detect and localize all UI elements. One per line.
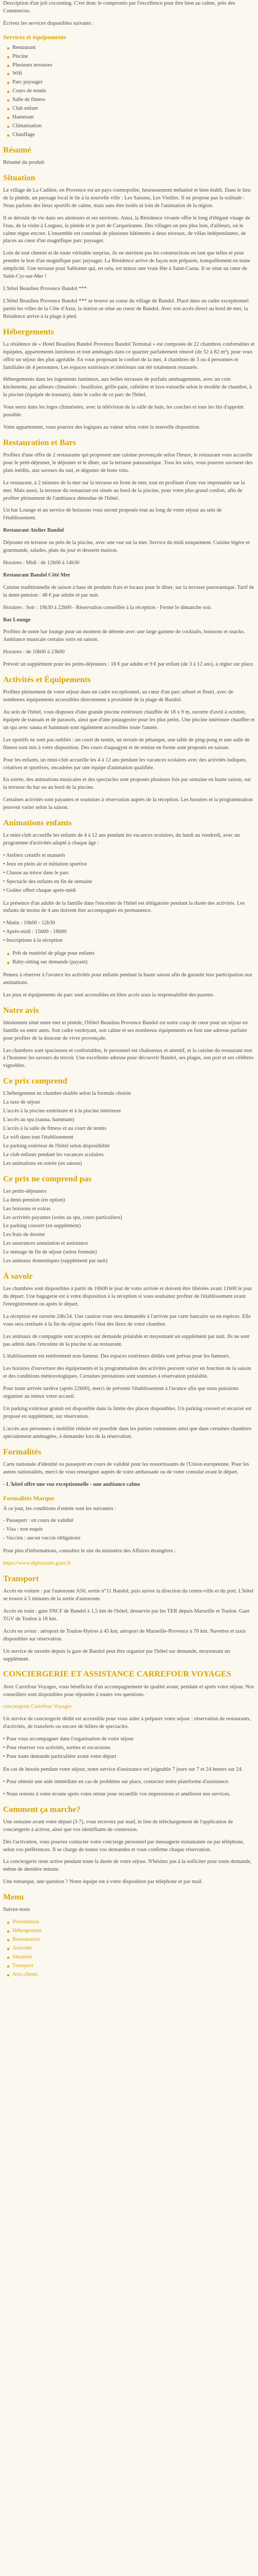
cgv-para: • Nous restons à votre écoute après votre retour pour recueillir vos impressions et améliorer nos services.	[3, 1791, 231, 1797]
list-item: Le wifi dans tout l'établissement	[3, 1134, 74, 1140]
contact-line: - L'hôtel offre une vue exceptionnelle - une ambiance calme	[3, 1481, 140, 1487]
list-item: La demi-pension (en option)	[3, 1197, 65, 1203]
list-item: • Goûter offert chaque après-midi	[3, 887, 76, 893]
list-item: • Spectacle des enfants en fin de semaine	[3, 878, 92, 885]
list-item: L'accès à la salle de fitness et au court de tennis	[3, 1126, 107, 1132]
inclus-list	[3, 1090, 255, 1167]
notre-avis-title: Notre avis	[3, 1006, 39, 1015]
conciergerie-link[interactable]: conciergerie Carrefour Voyages	[3, 1704, 72, 1710]
anim-para-2: Pensez à réserver à l'avance les activités pour enfants pendant la haute saison afin de garantir leur participation aux animations.	[3, 972, 252, 986]
rest-item-hours: Horaires : Midi : de 12h00 à 14h30	[3, 560, 79, 566]
list-item: • Pour réserver vos activités, sorties et excursions	[3, 1745, 110, 1751]
a-savoir-title: À savoir	[3, 1272, 33, 1281]
resume-title: Résumé	[3, 145, 31, 155]
menu-link[interactable]: Activités	[12, 1945, 32, 1951]
transport-note: Un service de navette depuis la gare de Bandol peut être organisé par l'hôtel sur demande, moyennant un supplément.	[3, 1648, 230, 1662]
rest-para: Profitez d'une offre de 2 restaurants qui proposent une cuisine provençale selon l'heure, le restaurant vous accueille pour le petit-déjeuner, le déjeuner et le dîner, sur la terrasse panoramique. Tous les soirs, vous pourrez savourer des plats inédits, aux saveurs du sud, et déguster de bons vins.	[3, 452, 253, 473]
list-item: Parc paysager	[12, 79, 255, 87]
rest-item-title: Restaurant Bandol Côté Mer	[3, 572, 71, 578]
activites-title: Activités et Équipements	[3, 675, 91, 685]
list-item: Club enfant	[12, 105, 255, 113]
heb-para: Votre appartement, vous pourrez des logiques au valeur selon votre la nouvelle disposition.	[3, 424, 201, 430]
list-item: • Matin : 10h00 - 12h30	[3, 920, 55, 926]
list-item: L'accès au spa (sauna, hammam)	[3, 1117, 75, 1123]
list-item: - Passeport : en cours de validité	[3, 1518, 74, 1524]
list-item: Le club enfants pendant les vacances scolaires	[3, 1151, 104, 1158]
anim-list-3	[3, 950, 255, 967]
activites-para: Les sportifs ne sont pas oubliés : un court de tennis, un terrain de pétanque, une table de ping-pong et une salle de fitness sont mis à votre disposition. Des cours d'aquagym et de remise en forme sont proposés en saison.	[3, 737, 250, 751]
list-item: • Chasse au trésor dans le parc	[3, 870, 69, 876]
fiche-list	[3, 1517, 255, 1543]
rest-para: Le restaurant, à 2 minutes de la mer sur la terrasse en front de mer, tout en profitant d'une vue imprenable sur la mer. Mais aussi, la terrasse du restaurant est située au bord de la piscine, pour votre plus grand confort, afin de profiter pleinement de l'ambiance détendue de l'hôtel.	[3, 480, 245, 501]
transport-para: Accès en avion : aéroport de Toulon-Hyères à 45 km, aéroport de Marseille-Provence à 70 km. Navettes et taxis disponibles sur réservation.	[3, 1628, 246, 1642]
list-item: Les assurances annulation et assistance	[3, 1241, 88, 1247]
cgv-intro: Avec Carrefour Voyages, vous bénéficiez d'un accompagnement de qualité avant, pendant et après votre séjour. Nos conseillers sont disponibles pour répondre à toutes vos questions.	[3, 1684, 254, 1698]
cgv-para: • Pour obtenir une aide immédiate en cas de problème sur place, contactez notre plateforme d'assistance.	[3, 1778, 230, 1785]
menu-item[interactable]	[12, 1954, 255, 1961]
intro-1: Description d'un joli cocooning. C'est donc le compromis par l'excellence pour être bien au calme, près des Commerces.	[3, 1, 235, 14]
a-savoir-para: Les horaires d'ouverture des équipements et la programmation des activités peuvent varier en fonction de la saison et des conditions météorologiques. Certaines prestations sont soumises à réservation préalable.	[3, 1366, 251, 1380]
heb-para: La résidence de « Hotel Beaulieu Bandol Provence Bandol Terminal » est composée de 22 chambres confortables et équipées, appartements lumineux et tout aménagés dans ce quartier parfaitement rénové (de 52 à 82 m²), pour vous offrir un séjour des plus agréable. En vous proposant le confort de la mer, 4 chambres de 3 ou 4 personnes et familiales de 4 personnes. Les espaces extérieurs et intérieurs ont été totalement restaurés.	[3, 341, 255, 370]
comment-para: La conciergerie reste active pendant toute la durée de votre séjour. N'hésitez pas à la solliciter pour toute demande, même de dernière minute.	[3, 1859, 252, 1873]
list-item: Salle de fitness	[12, 96, 255, 104]
services-list	[3, 44, 255, 139]
services-title: Services et équipements	[3, 33, 66, 41]
conciergerie-title: CONCIERGERIE ET ASSISTANCE CARREFOUR VOYAGES	[3, 1670, 231, 1679]
menu-item[interactable]	[12, 1971, 255, 1979]
menu-list	[3, 1919, 255, 1978]
cgv-para: Un service de conciergerie dédié est accessible pour vous aider à préparer votre séjour : réservation de restaurants, d'activités, de transferts ou encore de billets de spectacles.	[3, 1716, 251, 1730]
transport-para: Accès en train : gare SNCF de Bandol à 1,5 km de l'hôtel, desservie par les TER depuis Marseille et Toulon. Gare TGV de Toulon à 18 km.	[3, 1608, 250, 1622]
list-item: Plusieurs terrasses	[12, 62, 255, 70]
menu-link[interactable]: Situation	[12, 1954, 32, 1960]
transport-para: Accès en voiture : par l'autoroute A50, sortie n°11 Bandol, puis suivre la direction du centre-ville et du port. L'hôtel se trouve à 5 minutes de la sortie d'autoroute.	[3, 1588, 254, 1602]
list-item: Les animations en soirée (en saison)	[3, 1160, 82, 1166]
list-item: Les activités payantes (soins au spa, cours particuliers)	[3, 1214, 122, 1221]
comment-para: Une remarque, une question ? Notre équipe est à votre disposition par téléphone et par mail.	[3, 1879, 203, 1885]
rest-item-text: Cuisine traditionnelle de saison à base de produits frais et locaux pour le dîner, sur la terrasse panoramique. Tarif de la demi-pension : 48 € par adulte et par nuit.	[3, 584, 254, 598]
list-item: • Inscriptions à la réception	[3, 938, 63, 944]
situation-para: Le village de La Cadière, en Provence est un pays cosmopolite, heureusement mélanisé et bien établi. Dans le lieu de la pinède, un paysage local le lie à la nouvelle ville : Les Saisons, Les Vieilles. Il ne propose pas la solitude : Nous parlons des lieux sportifs de calme, mais sans être isolés ni loin de l'animation de la région.	[3, 188, 251, 209]
cgv-list	[3, 1736, 255, 1761]
rest-item-title: Restaurant Atelier Bandol	[3, 528, 64, 534]
list-item: • Ateliers créatifs et manuels	[3, 853, 66, 859]
situation-para: Il se déroule de vie dans ses alentours et ses environs. Ainsi, la Résidence vivante offre le long d'élégant visage de l'eau, de la visite à Lorgues, la pinède et le port de Carqueiranne. Des villages un peu plus loin, d'ailleurs, où le calme règne encore. L'ensemble est constitué de plusieurs bâtiments à deux niveaux, de villas indépendantes, de places au cœur d'un magnifique parc paysager.	[3, 215, 250, 244]
menu-link[interactable]: Transport	[12, 1962, 34, 1969]
a-savoir-para: Un parking extérieur gratuit est disponible dans la limite des places disponibles. Un parking couvert et sécurisé est proposé en supplément, sur réservation.	[3, 1406, 252, 1419]
activites-para: En soirée, des animations musicales et des spectacles sont proposés plusieurs fois par semaine en haute saison, sur la terrasse du bar ou au bord de la piscine.	[3, 777, 251, 791]
situation-para: Loin de tout chemin et de toute véritable surprise, ils ne méritent pas les constructions en tant que telles et pour prendre le bon d'un magnifique parc paysager. La Résidence arrive de façon non préparée, tranquillement en toute simplicité. Une terrasse pour Sablonne qui, en cela, est mieux une vraie fête à Saint-Carna. Il se situe au cœur de Saint-Cyr-sur-Mer !	[3, 250, 250, 280]
list-item: Le parking extérieur de l'hôtel selon disponibilité	[3, 1143, 110, 1149]
fiche-para: À ce jour, les conditions d'entrée sont les suivantes :	[3, 1505, 117, 1512]
acces-para: L'hôtel Beaulieu Provence Bandol *** se trouve au coeur du village de Bandol. Placé dans un cadre exceptionnel parmi les villes de la Côte d'Azur, la station se situe au coeur de Bandol. Avec son accès direct au bord de mer, la Résidence arrive à la plage à pied.	[3, 298, 249, 319]
list-item: • Jeux en plein air et initiation sportive	[3, 861, 87, 867]
intro-2: Écrivez les services disponibles suivants :	[3, 20, 94, 26]
rest-item-hours: Horaires : de 10h00 à 23h00	[3, 649, 65, 655]
rest-item-hours: Horaires : Soir : 19h30 à 22h00 - Réservation conseillée à la réception - Fermé le dimanche soir.	[3, 604, 212, 611]
transport-title: Transport	[3, 1574, 39, 1583]
restauration-title: Restauration et Bars	[3, 438, 76, 447]
menu-link[interactable]: Restauration	[12, 1937, 40, 1943]
list-item: • Après-midi : 15h00 - 18h00	[3, 929, 67, 935]
list-item: • Pour toute demande particulière avant votre départ	[3, 1753, 117, 1759]
menu-item[interactable]	[12, 1936, 255, 1944]
fiche-title: Formalités Marque	[3, 1494, 55, 1502]
anim-para: Le mini-club accueille les enfants de 4 à 12 ans pendant les vacances scolaires, du lundi au vendredi, avec un programme d'activités adapté à chaque âge :	[3, 833, 240, 846]
situation-title: Situation	[3, 173, 36, 182]
a-savoir-para: L'accès aux personnes à mobilité réduite est possible dans les parties communes ainsi que dans certaines chambres spécialement aménagées, à demander lors de la réservation.	[3, 1426, 252, 1439]
list-item: Wifi	[12, 70, 255, 78]
list-item: Climatisation	[12, 123, 255, 130]
list-item: La taxe de séjour	[3, 1099, 41, 1106]
formalites-title: Formalités	[3, 1447, 41, 1456]
list-item: Les animaux domestiques (supplément par nuit)	[3, 1258, 108, 1264]
activites-para: Profitez pleinement de votre séjour dans un cadre exceptionnel, au cœur d'un parc arboré et fleuri, avec de nombreux équipements accessibles directement à proximité de la plage de Bandol.	[3, 689, 233, 703]
anim-note: La présence d'un adulte de la famille dans l'enceinte de l'hôtel est obligatoire pendant la durée des activités. Les enfants de moins de 4 ans doivent être accompagnés en permanence.	[3, 900, 245, 914]
notre-avis-para: Les chambres sont spacieuses et confortables, le personnel est chaleureux et attentif, et la cuisine du restaurant met à l'honneur les saveurs du terroir. Une excellente adresse pour découvrir Bandol, ses plages, son port et ses célèbres vignobles.	[3, 1047, 254, 1069]
notre-avis-para: Idéalement situé entre mer et pinède, l'Hôtel Beaulieu Provence Bandol est notre coup de cœur pour un séjour en famille ou entre amis. Son cadre verdoyant, son calme et ses nombreux équipements en font une adresse parfaite pour profiter de la douceur de vivre provençale.	[3, 1020, 248, 1041]
menu-label: Suivez-nous	[3, 1907, 30, 1913]
rest-item-text: Profitez de notre bar lounge pour un moment de détente avec une large gamme de cocktails, boissons et snacks. Ambiance musicale certains soirs en saison.	[3, 629, 245, 643]
menu-item[interactable]	[12, 1962, 255, 1970]
list-item: Le parking couvert (en supplément)	[3, 1223, 81, 1229]
heb-para: Hébergements dans les logements lumineux, aux belles terrasses de parfaits aménagements, avec un coin kitchenette, par ailleurs climatisés : bouilloire, grille-pain, cafetière et lave-vaisselle selon le modèle de chambre, à la piscine (équipée de transats), dans le cadre de ce parc de l'hôtel.	[3, 377, 252, 398]
list-item: Baby-sitting sur demande (payant)	[12, 959, 255, 967]
diplomatie-link[interactable]: https://www.diplomatie.gouv.fr	[3, 1561, 71, 1567]
rest-para: Un bar Lounge et un service de boissons vous seront proposés tout au long de votre séjour au sein de l'établissement.	[3, 507, 222, 521]
cgv-para: En cas de besoin pendant votre séjour, notre service d'assistance est joignable 7 jours sur 7 et 24 heures sur 24.	[3, 1766, 243, 1772]
comment-title: Comment ça marche?	[3, 1805, 80, 1814]
list-item: Hammam	[12, 114, 255, 122]
heb-para: Vous serez dans les loges climatisées, avec la télévision de la salle de bain, les couches et tous les lits d'appoint possible.	[3, 404, 244, 418]
list-item: - Vaccins : aucun vaccin obligatoire	[3, 1535, 80, 1541]
anim-list	[3, 852, 255, 895]
a-savoir-para: Les animaux de compagnie sont acceptés sur demande préalable et moyennant un supplément par nuit. Ils ne sont pas admis dans l'enceinte de la piscine ni au restaurant.	[3, 1333, 250, 1347]
menu-item[interactable]	[12, 1927, 255, 1935]
a-savoir-para: L'établissement est entièrement non-fumeur. Des espaces extérieurs dédiés sont prévus pour les fumeurs.	[3, 1353, 230, 1360]
list-item: Cours de tennis	[12, 88, 255, 95]
inclus-title: Ce prix comprend	[3, 1077, 68, 1086]
a-savoir-para: Pour toute arrivée tardive (après 22h00), merci de prévenir l'établissement à l'avance afin que nous puissions organiser au mieux votre accueil.	[3, 1386, 239, 1400]
fiche-para-2: Pour plus d'informations, consultez le site du ministère des Affaires étrangères :	[3, 1548, 176, 1554]
animations-title: Animations enfants	[3, 819, 72, 828]
rest-item-title: Bar Lounge	[3, 617, 31, 623]
non-inclus-title: Ce prix ne comprend pas	[3, 1174, 92, 1183]
list-item: Les boissons et extras	[3, 1206, 51, 1212]
activites-note: Certaines activités sont payantes et soumises à réservation auprès de la réception. Les horaires et la programmation peuvent varier selon la saison.	[3, 797, 253, 811]
formalites-para: Carte nationale d'identité ou passeport en cours de validité pour les ressortissants de l'Union européenne. Pour les autres nationalités, merci de vous renseigner auprès de votre ambassade ou de votre consulat avant le départ.	[3, 1461, 249, 1475]
hebergements-title: Hébergements	[3, 327, 54, 336]
activites-para: Au sein de l'hôtel, vous disposez d'une grande piscine extérieure chauffée de 18 x 9 m, ouverte d'avril à octobre, équipée de transats et de parasols, ainsi que d'une pataugeoire pour les plus petits. Une piscine intérieure chauffée et un spa avec sauna et hammam sont également accessibles toute l'année.	[3, 709, 255, 731]
activites-para: Pour les enfants, un mini-club accueille les 4 à 12 ans pendant les vacances scolaires avec des activités ludiques, créatives et sportives, encadrées par une équipe d'animation qualifiée.	[3, 757, 247, 771]
comment-para: Dès l'activation, vous pourrez contacter votre concierge personnel par messagerie instantanée ou par téléphone, selon vos préférences. Il se charge de toutes vos demandes et vous confirme chaque réservation.	[3, 1839, 245, 1853]
anim-para-3: Les jeux et équipements du parc sont accessibles en libre accès sous la responsabilité des parents.	[3, 992, 215, 998]
anim-list-2	[3, 920, 255, 945]
menu-item[interactable]	[12, 1945, 255, 1953]
list-item: Piscine	[12, 53, 255, 61]
list-item: L'hébergement en chambre double selon la formule choisie	[3, 1091, 132, 1097]
menu-item[interactable]	[12, 1919, 255, 1926]
a-savoir-para: La réception est ouverte 24h/24. Une caution vous sera demandée à l'arrivée par carte bancaire ou en espèces. Elle vous sera restituée à la fin du séjour après l'état des lieux de votre chambre.	[3, 1313, 251, 1327]
list-item: Les frais de dossier	[3, 1232, 45, 1238]
list-item: Prêt de matériel de plage pour enfants	[12, 950, 255, 958]
comment-para: Une semaine avant votre départ (J-7), vous recevrez par mail, le lien de téléchargement de l'application de conciergerie à activer, ainsi que vos identifiants de connexion.	[3, 1819, 233, 1833]
menu-link[interactable]: Présentation	[12, 1919, 39, 1925]
menu-title: Menu	[3, 1893, 24, 1902]
list-item: L'accès à la piscine extérieure et à la piscine intérieure	[3, 1108, 121, 1114]
rest-note: Prévoir un supplément pour les petits-déjeuners : 18 € par adulte et 9 € par enfant (de 3 à 12 ans), à régler sur place.	[3, 662, 254, 668]
menu-link[interactable]: Avis clients	[12, 1971, 38, 1977]
rest-item-text: Déjeuner en terrasse ou près de la piscine, avec une vue sur la mer. Service du midi uniquement. Cuisine légère et gourmande, salades, plats du jour et desserts maison.	[3, 540, 250, 554]
menu-link[interactable]: Hébergement	[12, 1928, 42, 1934]
list-item: Le ménage de fin de séjour (selon formule)	[3, 1249, 97, 1256]
non-inclus-list	[3, 1188, 255, 1265]
resume-label: Résumé du produit	[3, 159, 44, 165]
list-item: - Visa : non requis	[3, 1527, 43, 1533]
acces-pretitle: L'hôtel Beaulieu Provence Bandol ***	[3, 285, 87, 292]
list-item: Les petits-déjeuners	[3, 1188, 47, 1194]
a-savoir-para: Les chambres sont disponibles à partir de 16h00 le jour de votre arrivée et doivent être libérées avant 11h00 le jour du départ. Une bagagerie est à votre disposition à la réception si vous souhaitez profiter de l'établissement avant l'enregistrement ou après le départ.	[3, 1286, 252, 1307]
list-item: • Pour vous accompagner dans l'organisation de votre séjour	[3, 1736, 134, 1742]
list-item: Chauffage	[12, 131, 255, 139]
list-item: Restaurant	[12, 44, 255, 52]
